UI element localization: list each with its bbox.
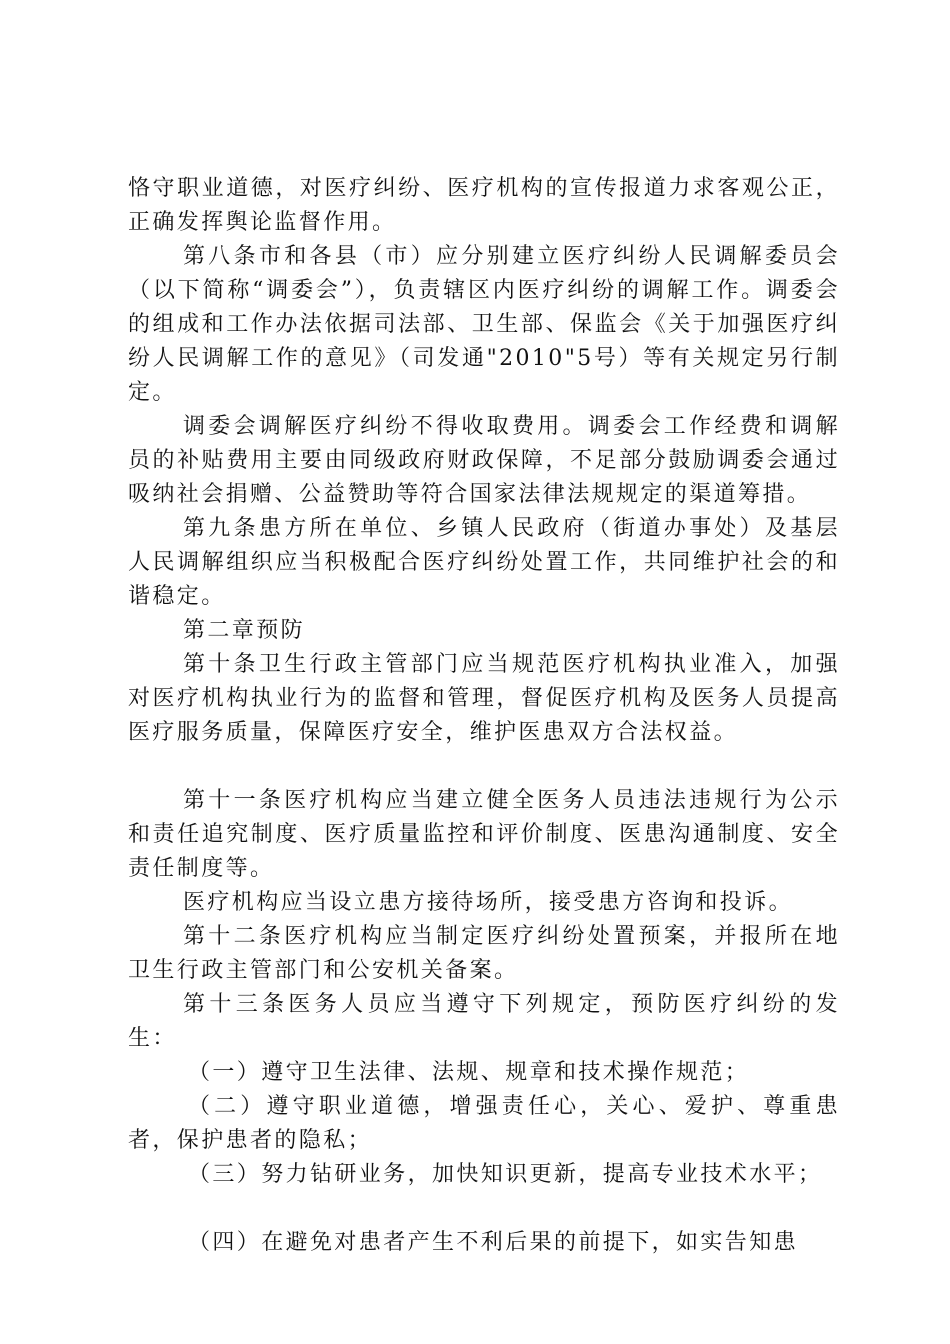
paragraph-committee-funding: 调委会调解医疗纠纷不得收取费用。调委会工作经费和调解员的补贴费用主要由同级政府财政保障，不足部分鼓励调委会通过吸纳社会捐赠、公益赞助等符合国家法律法规规定的渠道筹措。	[128, 414, 840, 507]
document-body	[128, 172, 840, 1260]
list-item-4: （四）在避免对患者产生不利后果的前提下，如实告知患	[188, 1230, 799, 1255]
paragraph-article-10: 第十条卫生行政主管部门应当规范医疗机构执业准入，加强对医疗机构执业行为的监督和管理，督促医疗机构及医务人员提高医疗服务质量，保障医疗安全，维护医患双方合法权益。	[128, 652, 840, 745]
paragraph-reception: 医疗机构应当设立患方接待场所，接受患方咨询和投诉。	[183, 890, 794, 915]
list-item-3: （三）努力钻研业务，加快知识更新，提高专业技术水平；	[188, 1162, 823, 1187]
list-item-2: （二）遵守职业道德，增强责任心，关心、爱护、尊重患者，保护患者的隐私；	[128, 1094, 840, 1153]
paragraph-article-12: 第十二条医疗机构应当制定医疗纠纷处置预案，并报所在地卫生行政主管部门和公安机关备案。	[128, 924, 840, 983]
paragraph-article-9: 第九条患方所在单位、乡镇人民政府（街道办事处）及基层人民调解组织应当积极配合医疗纠纷处置工作，共同维护社会的和谐稳定。	[128, 516, 840, 609]
paragraph-article-13: 第十三条医务人员应当遵守下列规定，预防医疗纠纷的发生：	[128, 992, 840, 1051]
list-item-1: （一）遵守卫生法律、法规、规章和技术操作规范；	[188, 1060, 750, 1085]
chapter-heading: 第二章预防	[183, 618, 306, 643]
paragraph-article-11: 第十一条医疗机构应当建立健全医务人员违法违规行为公示和责任追究制度、医疗质量监控和评价制度、医患沟通制度、安全责任制度等。	[128, 788, 840, 881]
paragraph-continuation: 恪守职业道德，对医疗纠纷、医疗机构的宣传报道力求客观公正，正确发挥舆论监督作用。	[128, 176, 840, 235]
paragraph-article-8: 第八条市和各县（市）应分别建立医疗纠纷人民调解委员会（以下简称“调委会”），负责辖区内医疗纠纷的调解工作。调委会的组成和工作办法依据司法部、卫生部、保监会《关于加强医疗纠纷人民调解工作的意见》（司发通"2010"5号）等有关规定另行制定。	[128, 244, 840, 405]
